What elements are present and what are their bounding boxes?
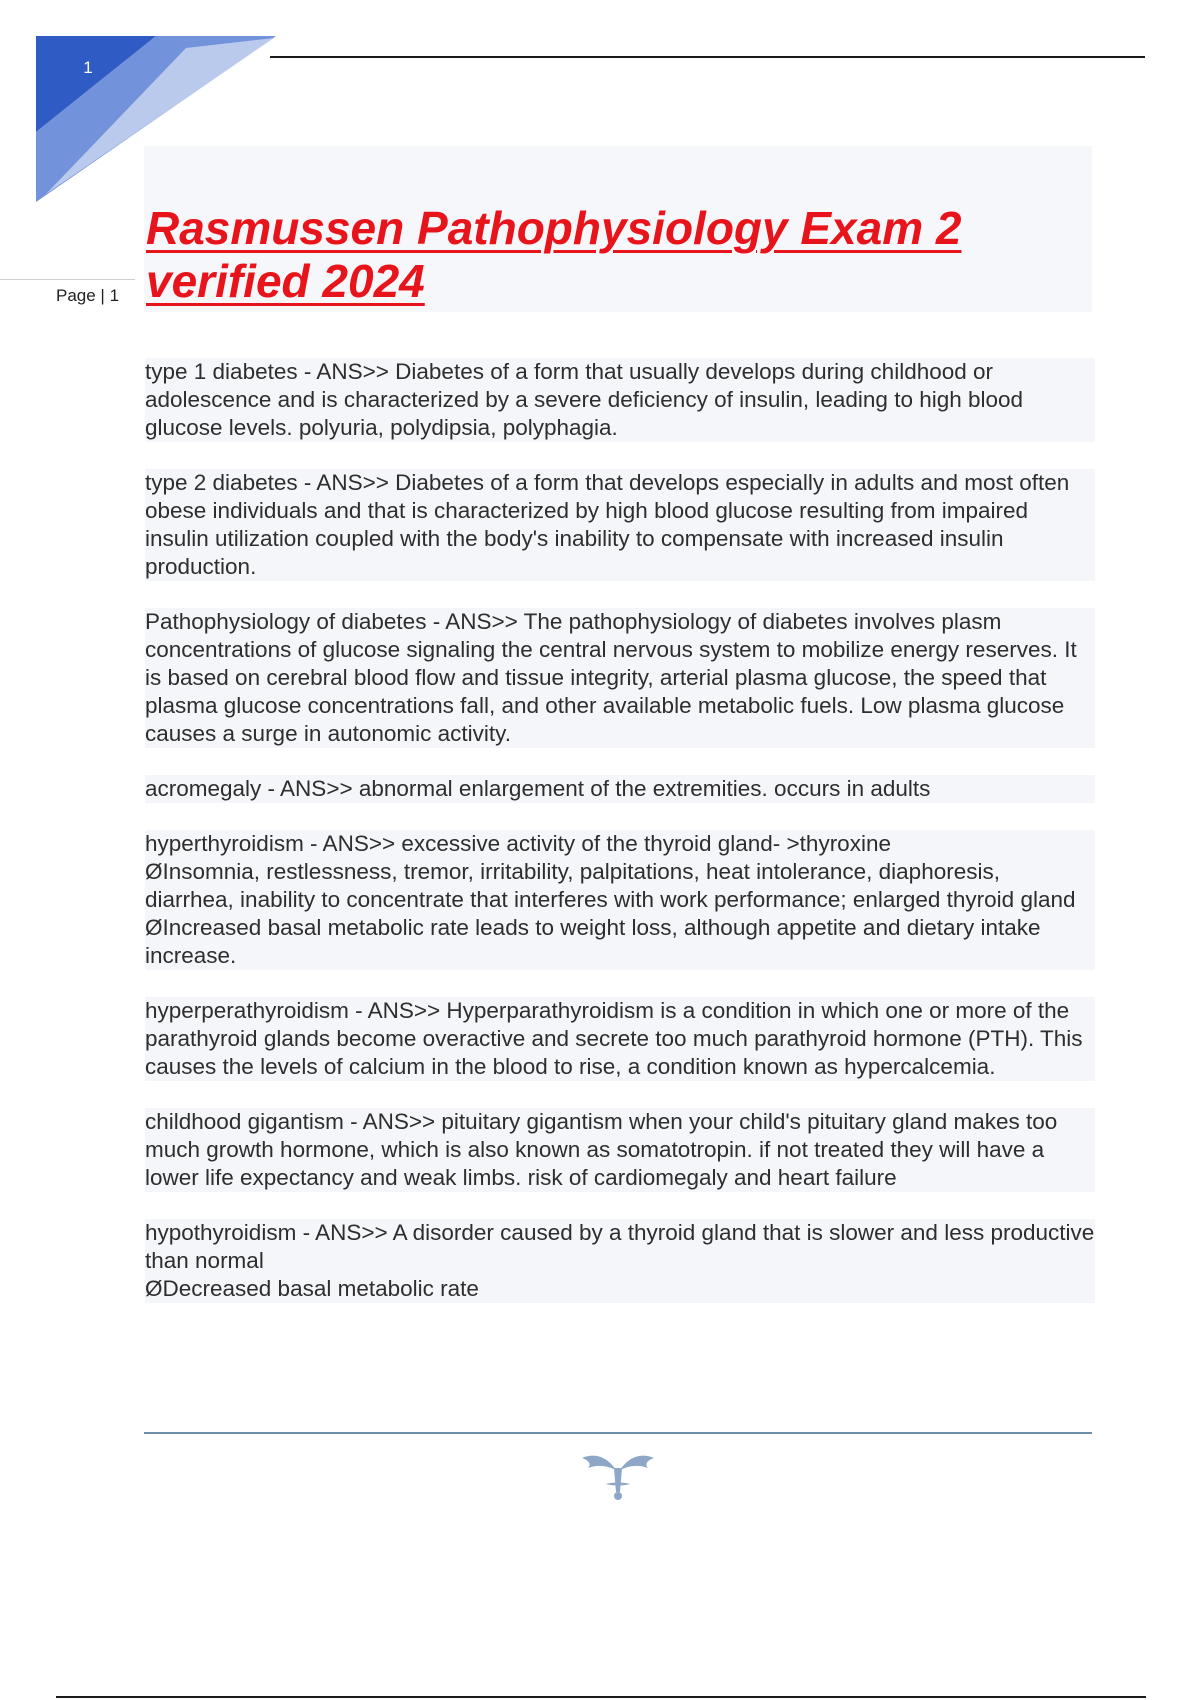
entry-bullet: ØIncreased basal metabolic rate leads to weight loss, although appetite and dietary intake increase. bbox=[145, 914, 1095, 970]
entry-text: Pathophysiology of diabetes - ANS>> The pathophysiology of diabetes involves plasm concentrations of glucose signaling the central nervous system to mobilize energy reserves. It is based on cerebral blood flow and tissue integrity, arterial plasma glucose, the speed that plasma glucose concentrations fall, and other available metabolic fuels. Low plasma glucose causes a surge in autonomic activity. bbox=[145, 608, 1095, 748]
entry-text: childhood gigantism - ANS>> pituitary gigantism when your child's pituitary gland makes too much growth hormone, which is also known as somatotropin. if not treated they will have a lower life expectancy and weak limbs. risk of cardiomegaly and heart failure bbox=[145, 1108, 1095, 1192]
entry-text: hyperperathyroidism - ANS>> Hyperparathyroidism is a condition in which one or more of the parathyroid glands become overactive and secrete too much parathyroid hormone (PTH). This causes the levels of calcium in the blood to rise, a condition known as hypercalcemia. bbox=[145, 997, 1095, 1081]
entry-acromegaly bbox=[145, 775, 1095, 803]
header-rule bbox=[270, 56, 1145, 58]
entry-hyperthyroidism bbox=[145, 830, 1095, 970]
content-end-rule bbox=[144, 1432, 1092, 1434]
entry-hypothyroidism bbox=[145, 1219, 1095, 1303]
entry-childhood-gigantism bbox=[145, 1108, 1095, 1192]
entry-text: hyperthyroidism - ANS>> excessive activity of the thyroid gland- >thyroxine bbox=[145, 830, 1095, 858]
page-label: Page | 1 bbox=[56, 286, 120, 305]
qa-entries bbox=[145, 358, 1095, 1330]
footer-rule bbox=[56, 1696, 1146, 1698]
entry-pathophysiology-of-diabetes bbox=[145, 608, 1095, 748]
corner-page-number: 1 bbox=[83, 58, 93, 77]
side-rule bbox=[0, 279, 135, 280]
entry-text: type 1 diabetes - ANS>> Diabetes of a form that usually develops during childhood or adolescence and is characterized by a severe deficiency of insulin, leading to high blood glucose levels. polyuria, polydipsia, polyphagia. bbox=[145, 358, 1095, 442]
entry-bullet: ØDecreased basal metabolic rate bbox=[145, 1275, 1095, 1303]
entry-text: acromegaly - ANS>> abnormal enlargement of the extremities. occurs in adults bbox=[145, 775, 1095, 803]
fleuron-ornament-icon bbox=[578, 1448, 658, 1504]
entry-text: type 2 diabetes - ANS>> Diabetes of a form that develops especially in adults and most often obese individuals and that is characterized by high blood glucose resulting from impaired insulin utilization coupled with the body's inability to compensate with increased insulin production. bbox=[145, 469, 1095, 581]
entry-hyperperathyroidism bbox=[145, 997, 1095, 1081]
entry-text: hypothyroidism - ANS>> A disorder caused by a thyroid gland that is slower and less productive than normal bbox=[145, 1220, 1095, 1273]
entry-type-1-diabetes bbox=[145, 358, 1095, 442]
document-title: Rasmussen Pathophysiology Exam 2 verified 2024 bbox=[146, 202, 962, 307]
entry-type-2-diabetes bbox=[145, 469, 1095, 581]
entry-bullet: ØInsomnia, restlessness, tremor, irritability, palpitations, heat intolerance, diaphoresis, diarrhea, inability to concentrate that interferes with work performance; enlarged thyroid gland bbox=[145, 858, 1095, 914]
